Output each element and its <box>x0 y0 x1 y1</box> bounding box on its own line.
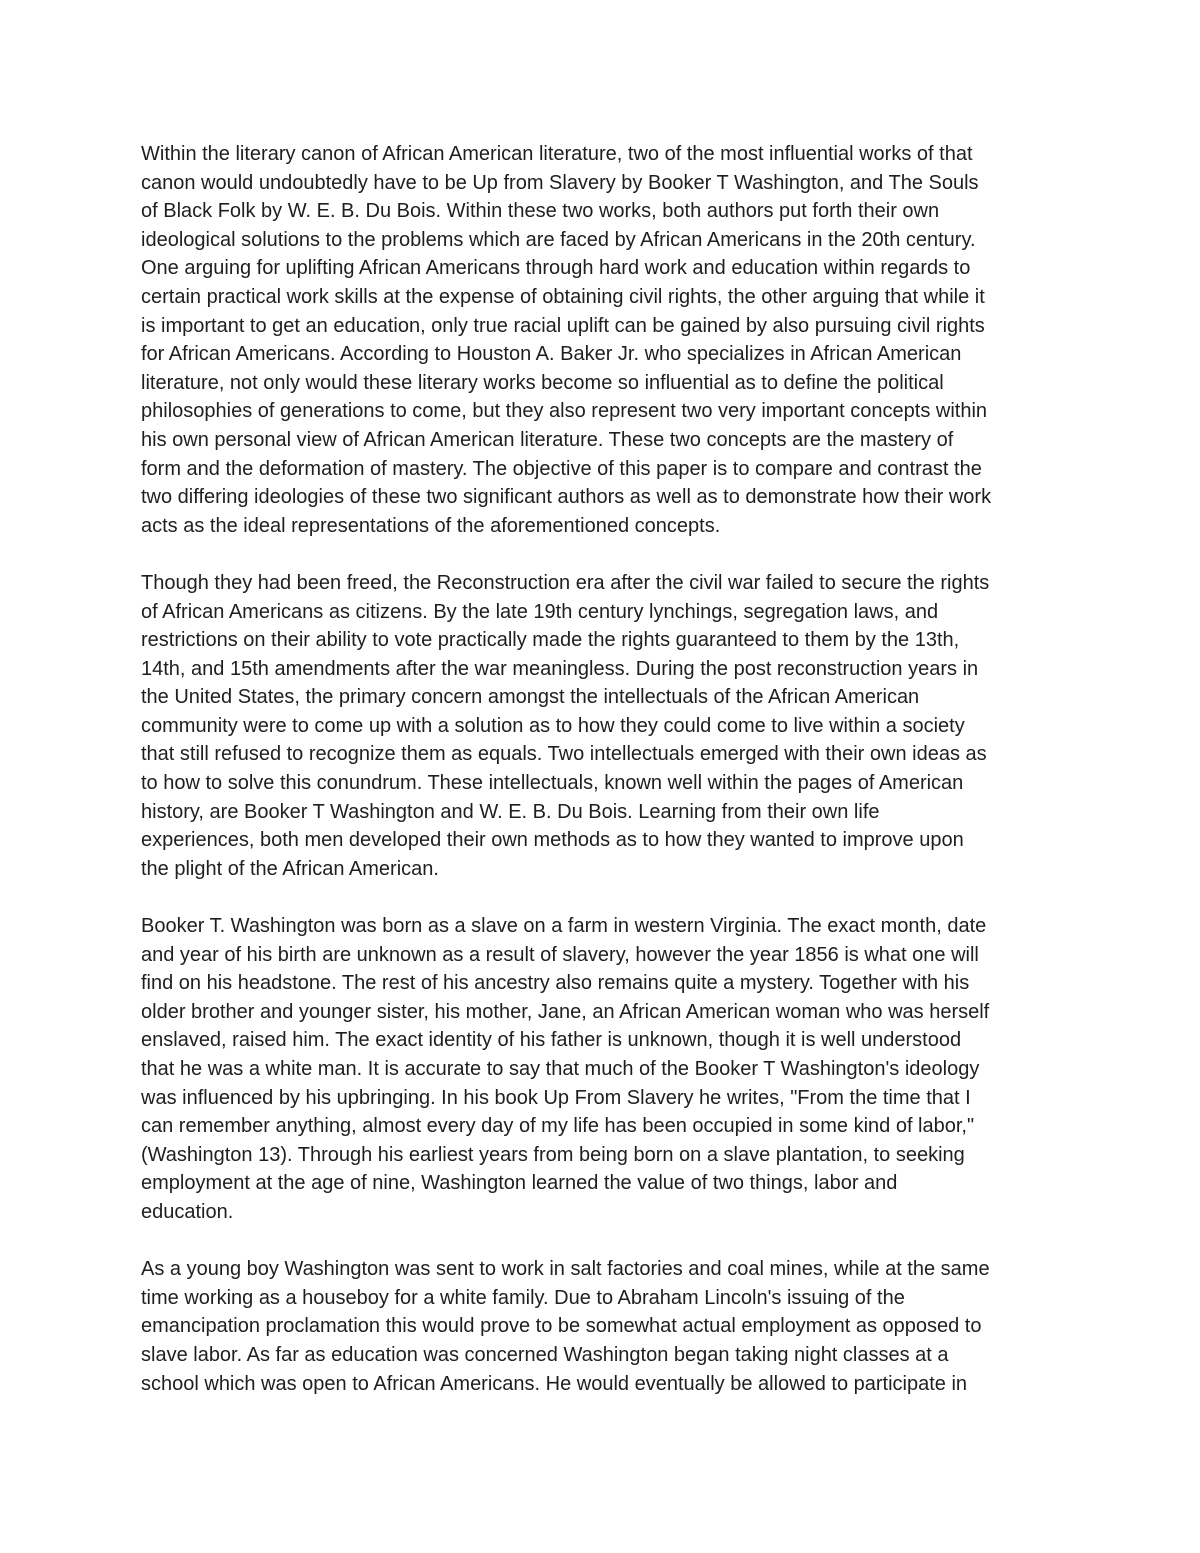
text-line: is important to get an education, only true racial uplift can be gained by also pursuing civil rights <box>141 314 985 337</box>
text-line: restrictions on their ability to vote practically made the rights guaranteed to them by the 13th, <box>141 629 960 652</box>
text-line: to how to solve this conundrum. These intellectuals, known well within the pages of American <box>141 772 964 795</box>
text-line: his own personal view of African American literature. These two concepts are the mastery of <box>141 428 954 451</box>
paragraph-4 <box>141 1255 1071 1398</box>
text-line: canon would undoubtedly have to be Up from Slavery by Booker T Washington, and The Souls <box>141 171 979 194</box>
text-line: that still refused to recognize them as equals. Two intellectuals emerged with their own ideas as <box>141 743 987 766</box>
text-line: (Washington 13). Through his earliest years from being born on a slave plantation, to seeking <box>141 1143 965 1166</box>
text-line: was influenced by his upbringing. In his book Up From Slavery he writes, "From the time that I <box>141 1086 971 1109</box>
text-line: and year of his birth are unknown as a result of slavery, however the year 1856 is what one will <box>141 943 979 966</box>
paragraph-3 <box>141 912 1071 1227</box>
text-line: form and the deformation of mastery. The objective of this paper is to compare and contrast the <box>141 457 982 480</box>
text-line: can remember anything, almost every day of my life has been occupied in some kind of labor," <box>141 1115 975 1138</box>
text-line: community were to come up with a solution as to how they could come to live within a society <box>141 714 965 737</box>
text-line: employment at the age of nine, Washington learned the value of two things, labor and <box>141 1172 898 1195</box>
text-line: of African Americans as citizens. By the late 19th century lynchings, segregation laws, and <box>141 600 939 623</box>
text-line: Booker T. Washington was born as a slave on a farm in western Virginia. The exact month, date <box>141 915 987 938</box>
text-line: enslaved, raised him. The exact identity of his father is unknown, though it is well understood <box>141 1029 962 1052</box>
text-line: the plight of the African American. <box>141 857 439 880</box>
text-line: Within the literary canon of African American literature, two of the most influential works of that <box>141 143 973 165</box>
text-line: acts as the ideal representations of the aforementioned concepts. <box>141 514 721 537</box>
text-line: emancipation proclamation this would prove to be somewhat actual employment as opposed to <box>141 1315 982 1338</box>
text-line: One arguing for uplifting African Americans through hard work and education within regards to <box>141 257 971 280</box>
text-line: for African Americans. According to Houston A. Baker Jr. who specializes in African American <box>141 343 962 366</box>
text-line: history, are Booker T Washington and W. E. B. Du Bois. Learning from their own life <box>141 800 880 823</box>
text-line: two differing ideologies of these two significant authors as well as to demonstrate how their work <box>141 486 992 509</box>
text-line: As a young boy Washington was sent to work in salt factories and coal mines, while at the same <box>141 1258 990 1281</box>
text-line: slave labor. As far as education was concerned Washington began taking night classes at a <box>141 1343 949 1366</box>
text-line: literature, not only would these literary works become so influential as to define the political <box>141 371 944 394</box>
text-line: time working as a houseboy for a white family. Due to Abraham Lincoln's issuing of the <box>141 1286 905 1309</box>
text-line: find on his headstone. The rest of his ancestry also remains quite a mystery. Together with his <box>141 972 970 995</box>
text-line: school which was open to African Americans. He would eventually be allowed to participate in <box>141 1372 968 1395</box>
text-line: the United States, the primary concern amongst the intellectuals of the African American <box>141 686 920 709</box>
text-line: older brother and younger sister, his mother, Jane, an African American woman who was herself <box>141 1000 990 1023</box>
text-line: education. <box>141 1200 234 1223</box>
text-line: Though they had been freed, the Reconstruction era after the civil war failed to secure the rights <box>141 571 990 594</box>
text-line: that he was a white man. It is accurate to say that much of the Booker T Washington's ideology <box>141 1058 980 1080</box>
text-line: certain practical work skills at the expense of obtaining civil rights, the other arguing that while it <box>141 285 985 308</box>
paragraph-2 <box>141 569 1071 884</box>
text-line: philosophies of generations to come, but they also represent two very important concepts within <box>141 400 988 423</box>
text-line: 14th, and 15th amendments after the war meaningless. During the post reconstruction years in <box>141 657 979 680</box>
document-body <box>141 140 1071 1427</box>
text-line: of Black Folk by W. E. B. Du Bois. Within these two works, both authors put forth their own <box>141 200 940 223</box>
text-line: experiences, both men developed their own methods as to how they wanted to improve upon <box>141 829 964 852</box>
text-line: ideological solutions to the problems which are faced by African Americans in the 20th century. <box>141 228 976 251</box>
paragraph-1 <box>141 140 1071 540</box>
